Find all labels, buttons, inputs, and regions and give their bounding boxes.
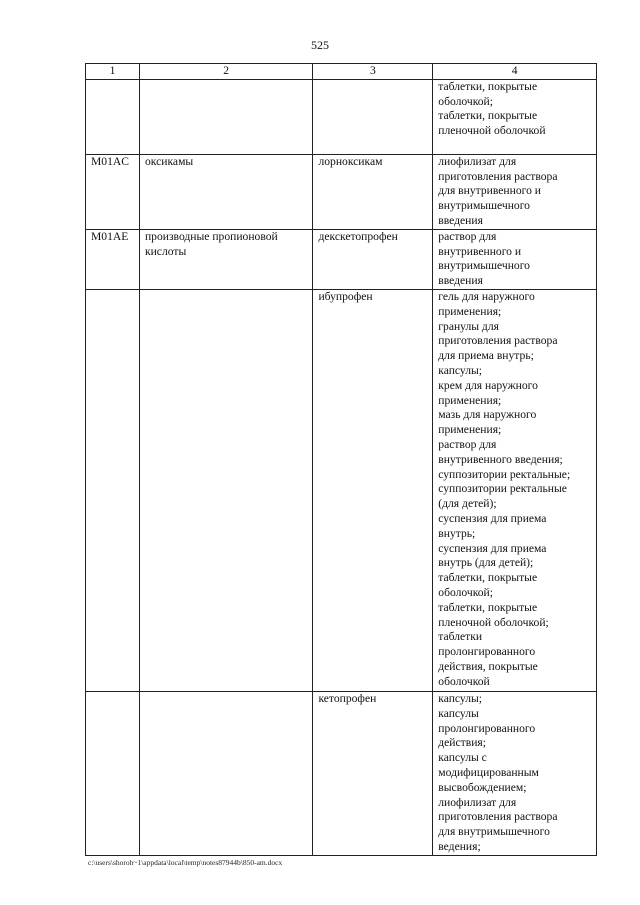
drug-name-cell — [313, 79, 433, 154]
group-cell — [139, 289, 312, 691]
dosage-forms-cell: раствор для внутривенного и внутримышечного введения — [433, 229, 597, 289]
dosage-forms-cell: таблетки, покрытые оболочкой; таблетки, покрытые пленочной оболочкой — [433, 79, 597, 154]
group-cell — [139, 691, 312, 855]
table-row — [86, 691, 597, 855]
table-row — [86, 289, 597, 691]
drug-name-cell: ибупрофен — [313, 289, 433, 691]
column-header-3: 3 — [313, 64, 433, 80]
table-row — [86, 154, 597, 229]
group-cell — [139, 79, 312, 154]
atc-code-cell: M01AE — [86, 229, 140, 289]
atc-code-cell: M01AC — [86, 154, 140, 229]
file-path-footer: c:\users\shoroh~1\appdata\local\temp\notes87944b\850-am.docx — [88, 858, 283, 867]
drug-table — [85, 63, 597, 856]
atc-code-cell — [86, 79, 140, 154]
atc-code-cell — [86, 691, 140, 855]
column-header-1: 1 — [86, 64, 140, 80]
atc-code-cell — [86, 289, 140, 691]
table-header-row — [86, 64, 597, 80]
column-header-4: 4 — [433, 64, 597, 80]
dosage-forms-cell: капсулы; капсулы пролонгированного действия; капсулы с модифицированным высвобождением; лиофилизат для приготовления раствора для внутримышечного ведения; — [433, 691, 597, 855]
page-number: 525 — [311, 38, 329, 52]
column-header-2: 2 — [139, 64, 312, 80]
group-cell: оксикамы — [139, 154, 312, 229]
group-cell: производные пропионовой кислоты — [139, 229, 312, 289]
table-row — [86, 229, 597, 289]
drug-name-cell: кетопрофен — [313, 691, 433, 855]
drug-name-cell: лорноксикам — [313, 154, 433, 229]
dosage-forms-cell: лиофилизат для приготовления раствора для внутривенного и внутримышечного введения — [433, 154, 597, 229]
table-row — [86, 79, 597, 154]
drug-name-cell: декскетопрофен — [313, 229, 433, 289]
dosage-forms-cell: гель для наружного применения; гранулы для приготовления раствора для приема внутрь; капсулы; крем для наружного применения; мазь для наружного применения; раствор для внутривенного введения; суппозитории ректальные; суппозитории ректальные (для детей); суспензия для приема внутрь; суспензия для приема внутрь (для детей); таблетки, покрытые оболочкой; таблетки, покрытые пленочной оболочкой; таблетки пролонгированного действия, покрытые оболочкой — [433, 289, 597, 691]
